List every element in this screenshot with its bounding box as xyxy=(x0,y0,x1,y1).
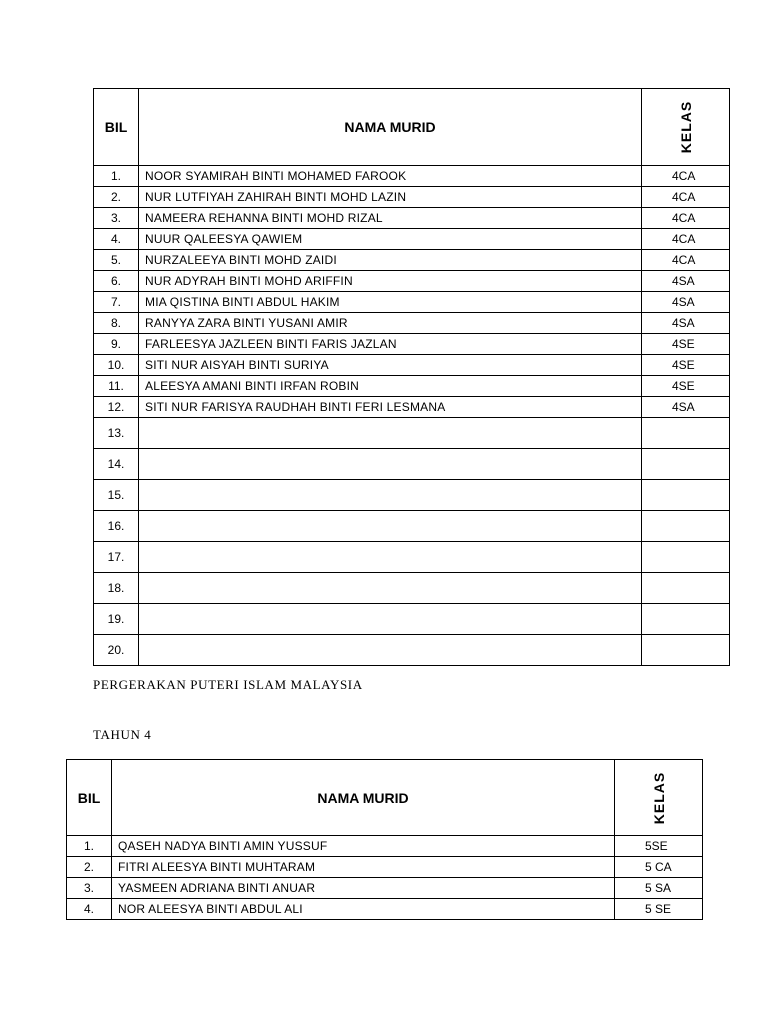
table-body-tahun4 xyxy=(67,836,703,920)
student-table-main xyxy=(93,88,730,666)
table-row xyxy=(94,449,730,480)
row-number: 16. xyxy=(94,511,139,542)
table-row xyxy=(94,376,730,397)
table-row xyxy=(94,604,730,635)
student-name: NAMEERA REHANNA BINTI MOHD RIZAL xyxy=(139,208,642,229)
student-name: SITI NUR AISYAH BINTI SURIYA xyxy=(139,355,642,376)
header-bil: BIL xyxy=(94,89,139,166)
table-row xyxy=(94,229,730,250)
table-row xyxy=(94,418,730,449)
row-number: 6. xyxy=(94,271,139,292)
student-class: 4CA xyxy=(642,187,730,208)
student-name xyxy=(139,511,642,542)
header-nama-murid: NAMA MURID xyxy=(139,89,642,166)
student-class: 4SA xyxy=(642,271,730,292)
student-class: 4CA xyxy=(642,166,730,187)
table-row xyxy=(94,250,730,271)
row-number: 3. xyxy=(94,208,139,229)
student-class: 5SE xyxy=(615,836,703,857)
student-name: NOOR SYAMIRAH BINTI MOHAMED FAROOK xyxy=(139,166,642,187)
student-name xyxy=(139,449,642,480)
table-row xyxy=(94,313,730,334)
year-caption: TAHUN 4 xyxy=(93,727,152,742)
table-row xyxy=(94,292,730,313)
table-row xyxy=(94,334,730,355)
student-name: SITI NUR FARISYA RAUDHAH BINTI FERI LESMANA xyxy=(139,397,642,418)
table-row xyxy=(94,166,730,187)
student-class: 5 SA xyxy=(615,878,703,899)
student-name xyxy=(139,480,642,511)
student-name xyxy=(139,604,642,635)
row-number: 20. xyxy=(94,635,139,666)
student-name xyxy=(139,542,642,573)
table-row xyxy=(94,573,730,604)
student-class xyxy=(642,573,730,604)
row-number: 10. xyxy=(94,355,139,376)
table-row xyxy=(67,878,703,899)
student-name: NURZALEEYA BINTI MOHD ZAIDI xyxy=(139,250,642,271)
row-number: 5. xyxy=(94,250,139,271)
row-number: 13. xyxy=(94,418,139,449)
table-header-row xyxy=(94,89,730,166)
student-class xyxy=(642,604,730,635)
row-number: 1. xyxy=(67,836,112,857)
table-header-row xyxy=(67,760,703,836)
student-name: NUR LUTFIYAH ZAHIRAH BINTI MOHD LAZIN xyxy=(139,187,642,208)
table-row xyxy=(94,397,730,418)
organization-caption: PERGERAKAN PUTERI ISLAM MALAYSIA xyxy=(93,677,363,692)
row-number: 18. xyxy=(94,573,139,604)
row-number: 9. xyxy=(94,334,139,355)
student-name: NOR ALEESYA BINTI ABDUL ALI xyxy=(112,899,615,920)
table-row xyxy=(94,355,730,376)
student-class: 4CA xyxy=(642,208,730,229)
student-name: NUUR QALEESYA QAWIEM xyxy=(139,229,642,250)
row-number: 15. xyxy=(94,480,139,511)
row-number: 4. xyxy=(67,899,112,920)
row-number: 2. xyxy=(67,857,112,878)
student-class xyxy=(642,542,730,573)
student-class: 5 SE xyxy=(615,899,703,920)
student-name: FITRI ALEESYA BINTI MUHTARAM xyxy=(112,857,615,878)
row-number: 2. xyxy=(94,187,139,208)
row-number: 19. xyxy=(94,604,139,635)
row-number: 8. xyxy=(94,313,139,334)
student-class: 4CA xyxy=(642,250,730,271)
student-name: FARLEESYA JAZLEEN BINTI FARIS JAZLAN xyxy=(139,334,642,355)
row-number: 11. xyxy=(94,376,139,397)
row-number: 12. xyxy=(94,397,139,418)
row-number: 14. xyxy=(94,449,139,480)
row-number: 17. xyxy=(94,542,139,573)
table-row xyxy=(67,836,703,857)
student-class: 4SE xyxy=(642,376,730,397)
student-name: ALEESYA AMANI BINTI IRFAN ROBIN xyxy=(139,376,642,397)
student-name: NUR ADYRAH BINTI MOHD ARIFFIN xyxy=(139,271,642,292)
header-kelas xyxy=(615,760,703,836)
student-class: 4CA xyxy=(642,229,730,250)
student-class: 5 CA xyxy=(615,857,703,878)
student-class xyxy=(642,449,730,480)
student-class: 4SE xyxy=(642,334,730,355)
student-class xyxy=(642,480,730,511)
student-name xyxy=(139,573,642,604)
student-name: RANYYA ZARA BINTI YUSANI AMIR xyxy=(139,313,642,334)
table-row xyxy=(94,187,730,208)
student-class xyxy=(642,511,730,542)
student-name xyxy=(139,418,642,449)
header-kelas-label: KELAS xyxy=(677,100,694,154)
header-bil: BIL xyxy=(67,760,112,836)
student-class: 4SA xyxy=(642,292,730,313)
table-row xyxy=(94,271,730,292)
table-body-main xyxy=(94,166,730,666)
table-row xyxy=(94,511,730,542)
row-number: 1. xyxy=(94,166,139,187)
student-name: MIA QISTINA BINTI ABDUL HAKIM xyxy=(139,292,642,313)
row-number: 4. xyxy=(94,229,139,250)
student-class: 4SE xyxy=(642,355,730,376)
student-class xyxy=(642,418,730,449)
table-row xyxy=(94,542,730,573)
table-row xyxy=(94,208,730,229)
student-class: 4SA xyxy=(642,313,730,334)
student-name xyxy=(139,635,642,666)
row-number: 7. xyxy=(94,292,139,313)
student-class xyxy=(642,635,730,666)
table-row xyxy=(67,899,703,920)
student-table-tahun4 xyxy=(66,759,703,920)
row-number: 3. xyxy=(67,878,112,899)
student-name: QASEH NADYA BINTI AMIN YUSSUF xyxy=(112,836,615,857)
header-kelas xyxy=(642,89,730,166)
table-row xyxy=(94,480,730,511)
student-class: 4SA xyxy=(642,397,730,418)
header-nama-murid: NAMA MURID xyxy=(112,760,615,836)
student-name: YASMEEN ADRIANA BINTI ANUAR xyxy=(112,878,615,899)
table-row xyxy=(94,635,730,666)
table-row xyxy=(67,857,703,878)
header-kelas-label: KELAS xyxy=(650,771,667,824)
